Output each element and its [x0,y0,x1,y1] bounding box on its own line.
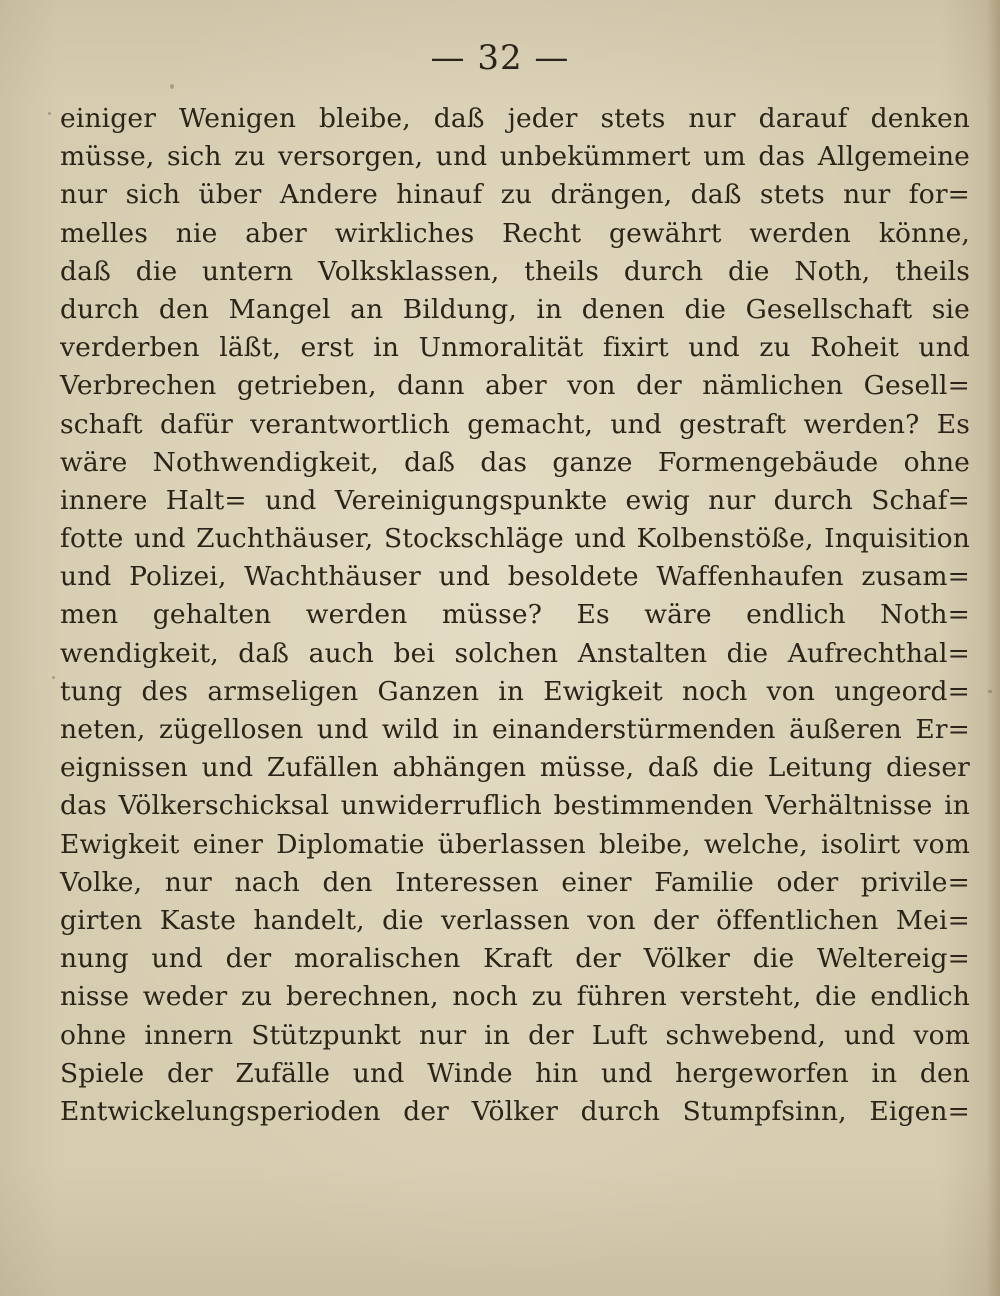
page-edge-shadow [986,0,1000,1296]
text-line: girten Kaste handelt, die verlassen von der öffentlichen Mei= [60,904,970,936]
text-line: Entwickelungsperioden der Völker durch Stumpfsinn, Eigen= [60,1095,970,1127]
ink-speck [988,690,992,693]
text-line: nung und der moralischen Kraft der Völker die Weltereig= [60,943,970,975]
text-line: neten, zügellosen und wild in einanderstürmenden äußeren Er= [60,714,970,745]
text-line: ohne innern Stützpunkt nur in der Luft schwebend, und vom [60,1019,970,1051]
page-number: — 32 — [430,38,570,78]
text-line: durch den Mangel an Bildung, in denen die Gesellschaft sie [60,293,970,325]
text-line: fotte und Zuchthäuser, Stockschläge und Kolbenstöße, Inquisition [60,523,970,555]
body-text [60,100,970,1131]
text-line: einiger Wenigen bleibe, daß jeder stets nur darauf denken [60,103,970,134]
text-line: verderben läßt, erst in Unmoralität fixirt und zu Roheit und [60,332,970,364]
ink-speck [52,676,55,679]
text-line: wäre Nothwendigkeit, daß das ganze Formengebäude ohne [60,446,970,478]
text-line: Volke, nur nach den Interessen einer Familie oder privile= [60,866,970,898]
text-line: müsse, sich zu versorgen, und unbekümmert um das Allgemeine [60,141,970,173]
text-line: innere Halt= und Vereinigungspunkte ewig nur durch Schaf= [60,484,970,516]
text-line: das Völkerschicksal unwiderruflich bestimmenden Verhältnisse in [60,790,970,822]
text-line: Verbrechen getrieben, dann aber von der nämlichen Gesell= [60,370,970,402]
text-line: schaft dafür verantwortlich gemacht, und gestraft werden? Es [60,408,970,440]
text-line: melles nie aber wirkliches Recht gewährt werden könne, [60,217,970,249]
text-line: men gehalten werden müsse? Es wäre endlich Noth= [60,599,970,631]
text-line: Ewigkeit einer Diplomatie überlassen bleibe, welche, isolirt vom [60,828,970,860]
text-line: und Polizei, Wachthäuser und besoldete Waffenhaufen zusam= [60,561,970,593]
text-line: daß die untern Volksklassen, theils durch die Noth, theils [60,255,970,287]
text-line: wendigkeit, daß auch bei solchen Anstalten die Aufrechthal= [60,637,970,669]
ink-speck [48,112,51,115]
text-line: tung des armseligen Ganzen in Ewigkeit noch von ungeord= [60,675,970,707]
text-line: nisse weder zu berechnen, noch zu führen versteht, die endlich [60,981,970,1013]
text-line: nur sich über Andere hinauf zu drängen, daß stets nur for= [60,179,970,211]
text-line: Spiele der Zufälle und Winde hin und hergeworfen in den [60,1057,970,1089]
text-line: eignissen und Zufällen abhängen müsse, daß die Leitung dieser [60,752,970,784]
ink-speck [170,84,174,89]
